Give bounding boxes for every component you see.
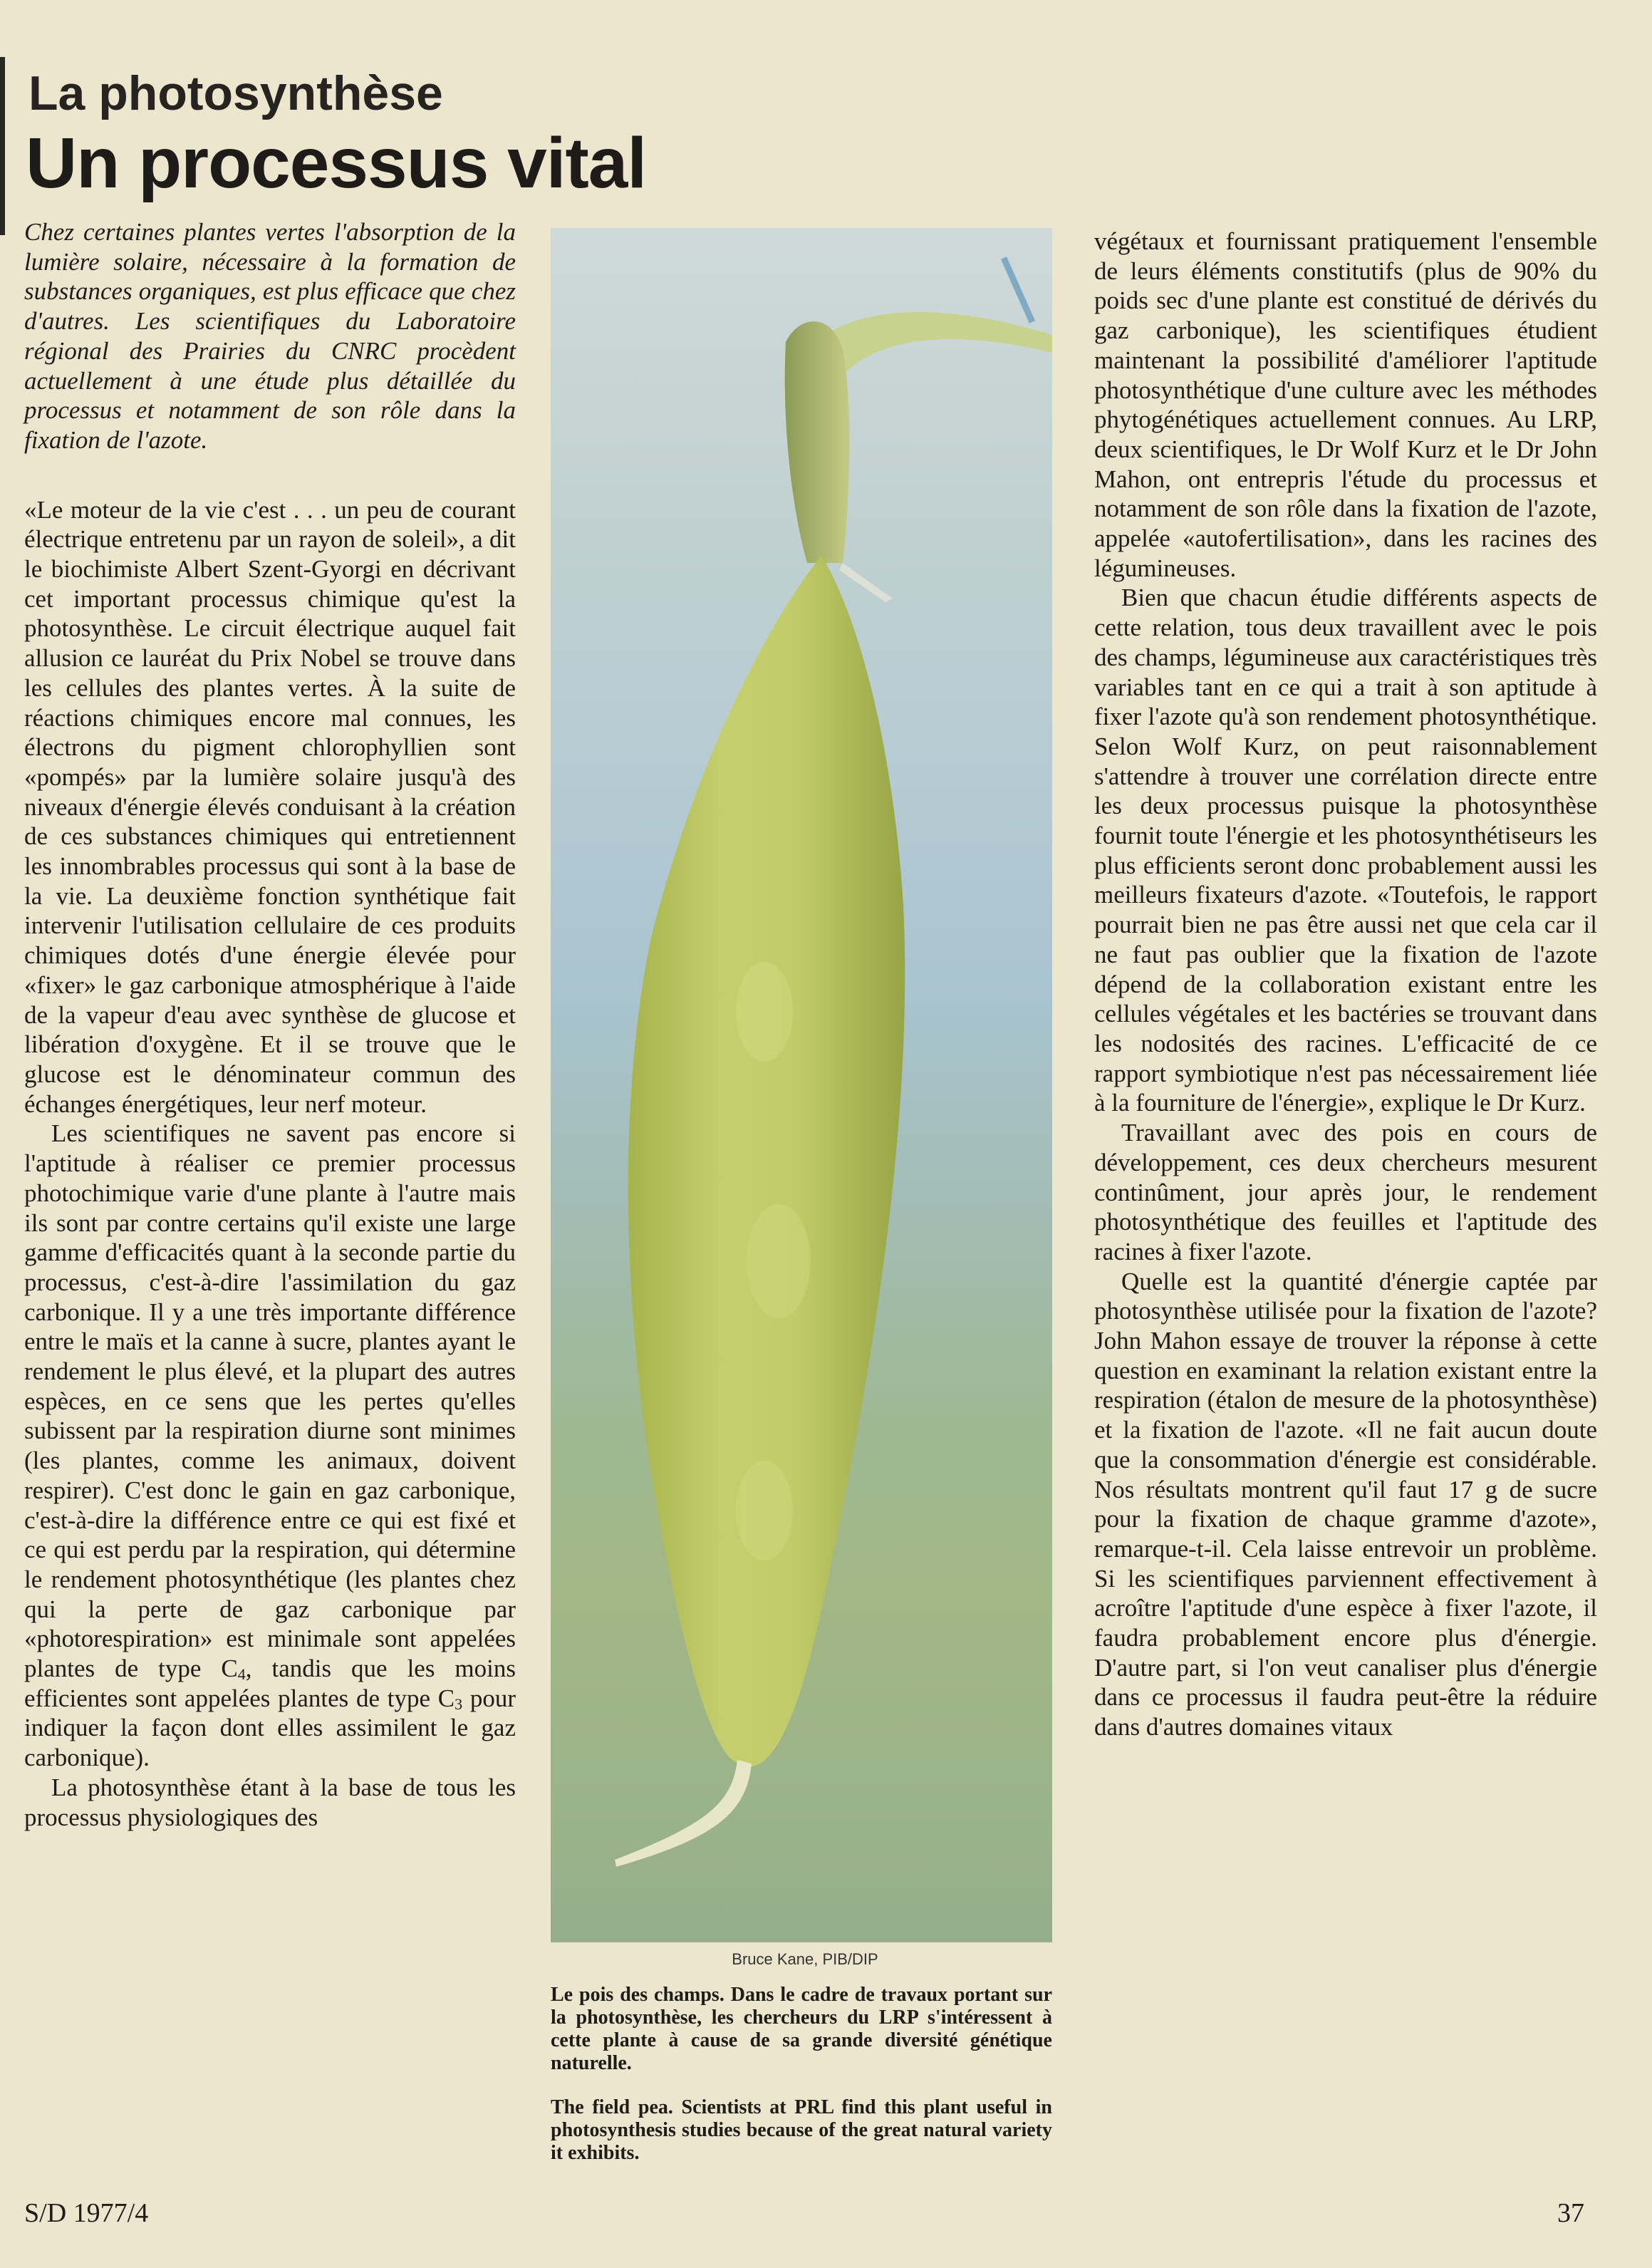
paragraph: végétaux et fournissant pratiquement l'ensemble de leurs éléments constitutifs (plus de 90% du poids sec d'une plante est constitué de dérivés du gaz carbonique), les scientifiques étudient maintenant la possibilité d'améliorer l'aptitude photosynthétique d'une culture avec les méthodes phytogénétiques actuellement connues. Au LRP, deux scientifiques, le Dr Wolf Kurz et le Dr John Mahon, ont entrepris l'étude du processus et notamment de son rôle dans la fixation de l'azote, appelée «autofertilisation», dans les racines des légumineuses. [1094,227,1597,582]
pea-pod-illustration [551,228,1052,1942]
photo-caption-en: The field pea. Scientists at PRL find this plant useful in photosynthesis studies because of the great natural variety it exhibits. [551,2096,1052,2164]
photo-credit: Bruce Kane, PIB/DIP [732,1950,878,1968]
page-number: 37 [1557,2198,1584,2228]
paragraph: «Le moteur de la vie c'est . . . un peu de courant électrique entretenu par un rayon de soleil», a dit le biochimiste Albert Szent-Gyorgi en décrivant cet important processus chimique qu'est la photosynthèse. Le circuit électrique auquel fait allusion ce lauréat du Prix Nobel se trouve dans les cellules des plantes vertes. À la suite de réactions chimiques encore mal connues, les électrons du pigment chlorophyllien sont «pompés» par la lumière solaire jusqu'à des niveaux d'énergie élevés conduisant à la création de ces substances chimiques qui entretiennent les innombrables processus qui sont à la base de la vie. La deuxième fonction synthétique fait intervenir l'utilisation cellulaire de ces produits chimiques dotés d'une énergie élevée pour «fixer» le gaz carbonique atmosphérique à l'aide de la vapeur d'eau avec synthèse de glucose et libération d'oxygène. Et il se trouve que le glucose est le dénominateur commun des échanges énergétiques, leur nerf moteur. [24,495,516,1118]
paragraph-text: , tandis que les moins efficientes sont appelées plantes de type C [24,1655,516,1712]
paragraph: Travaillant avec des pois en cours de développement, ces deux chercheurs mesurent continûment, jour après jour, le rendement photosynthétique des feuilles et l'aptitude des racines à fixer l'azote. [1094,1119,1597,1265]
title-rule [0,57,5,235]
paragraph: Bien que chacun étudie différents aspects de cette relation, tous deux travaillent avec le pois des champs, légumineuse aux caractéristiques très variables tant en ce qui a trait à son aptitude à fixer l'azote qu'à son rendement photosynthétique. Selon Wolf Kurz, on peut raisonnablement s'attendre à trouver une corrélation directe entre les deux processus puisque la photosynthèse fournit toute l'énergie et les photosynthétiseurs les plus efficients seront donc probablement aussi les meilleurs fixateurs d'azote. «Toutefois, le rapport pourrait bien ne pas être aussi net que cela car il ne faut pas oublier que la fixation de l'azote dépend de la collaboration existant entre les cellules végétales et les bactéries se trouvant dans les nodosités des racines. L'efficacité de ce rapport symbiotique n'est pas nécessairement liée à la fourniture de l'énergie», explique le Dr Kurz. [1094,584,1597,1117]
paragraph-text: pour indiquer la façon dont elles assimilent le gaz carbonique). [24,1684,516,1772]
column-right [1094,227,1597,1742]
paragraph: La photosynthèse étant à la base de tous les processus physiologiques des [24,1773,516,1831]
paragraph-text: Les scientifiques ne savent pas encore si l'aptitude à réaliser ce premier processus photochimique varie d'une plante à l'autre mais ils sont par contre certains qu'il existe une large gamme d'efficacités quant à la seconde partie du processus, c'est-à-dire l'assimilation du gaz carbonique. Il y a une très importante différence entre le maïs et la canne à sucre, plantes ayant le rendement le plus élevé, et la plupart des autres espèces, en ce sens que les pertes qu'elles subissent par la respiration diurne sont minimes (les plantes, comme les animaux, doivent respirer). C'est donc le gain en gaz carbonique, c'est-à-dire la différence entre ce qui est fixé et ce qui est perdu par la respiration, qui détermine le rendement photosynthétique (les plantes chez qui la perte de gaz carbonique par «photorespiration» est minimale sont appelées plantes de type C [24,1119,516,1683]
subscript: 3 [454,1694,463,1713]
issue-label: S/D 1977/4 [24,2198,149,2228]
column-left [24,217,516,1832]
paragraph: Quelle est la quantité d'énergie captée par photosynthèse utilisée pour la fixation de l'azote? John Mahon essaye de trouver la réponse à cette question en examinant la relation existant entre la respiration (étalon de mesure de la photosynthèse) et la fixation de l'azote. «Il ne fait aucun doute que la consommation d'énergie est considérable. Nos résultats montrent qu'il faut 17 g de sucre pour la fixation de chaque gramme d'azote», remarque-t-il. Cela laisse entrevoir un problème. Si les scientifiques parviennent effectivement à acroître l'aptitude d'une espèce à fixer l'azote, il faudra probablement encore plus d'énergie. D'autre part, si l'on veut canaliser plus d'énergie dans ce processus il faudra peut-être la réduire dans d'autres domaines vitaux [1094,1267,1597,1741]
subscript: 4 [237,1665,246,1684]
paragraph [24,1119,516,1772]
photo-caption-fr: Le pois des champs. Dans le cadre de travaux portant sur la photosynthèse, les chercheurs du LRP s'intéressent à cette plante à cause de sa grande diversité génétique naturelle. [551,1984,1052,2074]
article-title: Un processus vital [26,123,647,203]
pea-pod-photo [551,228,1052,1942]
article-lead: Chez certaines plantes vertes l'absorption de la lumière solaire, nécessaire à la formation de substances organiques, est plus efficace que chez d'autres. Les scientifiques du Laboratoire régional des Prairies du CNRC procèdent actuellement à une étude plus détaillée du processus et notamment de son rôle dans la fixation de l'azote. [24,218,516,454]
article-kicker: La photosynthèse [28,66,443,120]
